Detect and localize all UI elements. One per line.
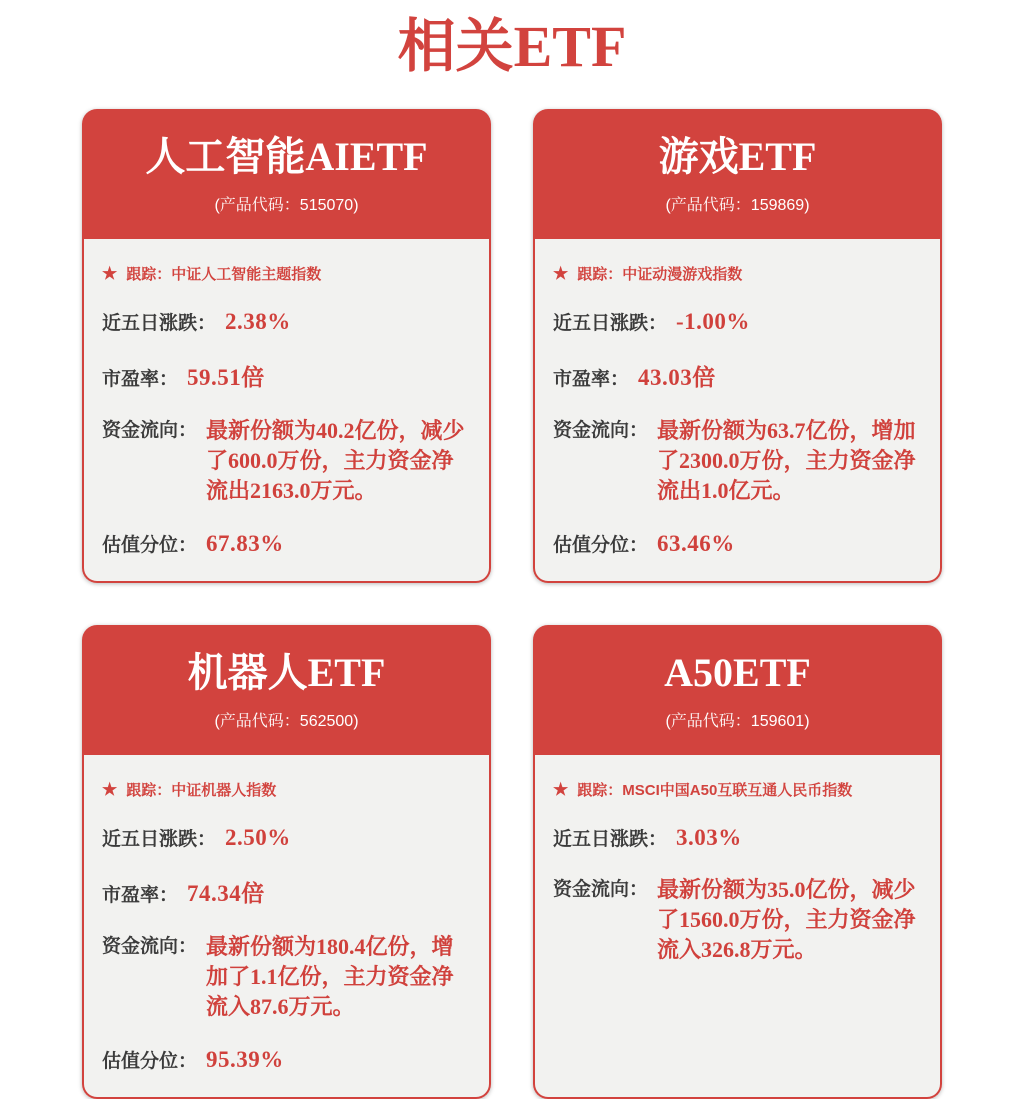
- valuation-value: 67.83%: [206, 530, 284, 556]
- track-line: [102, 779, 469, 800]
- valuation-row: [553, 530, 920, 557]
- fund-flow-row: [102, 416, 469, 506]
- fund-flow-label: 资金流向：: [553, 419, 649, 441]
- five-day-change-value: 3.03%: [676, 824, 742, 850]
- etf-product-code: (产品代码：159601): [665, 712, 810, 730]
- valuation-row: [102, 1046, 469, 1073]
- five-day-change-row: [102, 824, 469, 851]
- pe-ratio-value: 59.51倍: [187, 364, 265, 390]
- pe-ratio-row: [102, 875, 469, 908]
- fund-flow-value: 最新份额为35.0亿份，减少了1560.0万份，主力资金净流入326.8万元。: [657, 876, 916, 962]
- track-label: 跟踪：: [126, 781, 172, 799]
- five-day-change-value: -1.00%: [676, 308, 750, 334]
- pe-ratio-value: 43.03倍: [638, 364, 716, 390]
- pe-ratio-value: 74.34倍: [187, 880, 265, 906]
- etf-card-a50: [533, 625, 942, 1099]
- five-day-change-label: 近五日涨跌：: [102, 828, 217, 850]
- etf-name: 机器人ETF: [187, 649, 386, 695]
- etf-product-code: (产品代码：515070): [214, 196, 359, 214]
- star-icon: ★: [553, 779, 569, 799]
- card-body: [533, 755, 942, 1099]
- fund-flow-row: [553, 416, 920, 506]
- track-index: MSCI中国A50互联互通人民币指数: [622, 781, 853, 799]
- five-day-change-row: [553, 824, 920, 851]
- card-header: [82, 109, 491, 239]
- track-line: [553, 779, 920, 800]
- star-icon: ★: [102, 263, 118, 283]
- fund-flow-value: 最新份额为180.4亿份，增加了1.1亿份，主力资金净流入87.6万元。: [206, 933, 454, 1019]
- five-day-change-row: [553, 308, 920, 335]
- fund-flow-row: [102, 932, 469, 1022]
- valuation-label: 估值分位：: [553, 534, 649, 556]
- fund-flow-row: [553, 875, 920, 965]
- track-line: [553, 263, 920, 284]
- pe-ratio-label: 市盈率：: [102, 368, 179, 390]
- fund-flow-value: 最新份额为40.2亿份，减少了600.0万份，主力资金净流出2163.0万元。: [206, 417, 465, 503]
- star-icon: ★: [553, 263, 569, 283]
- five-day-change-label: 近五日涨跌：: [102, 312, 217, 334]
- page-title: 相关ETF: [397, 14, 627, 79]
- pe-ratio-label: 市盈率：: [102, 884, 179, 906]
- etf-name: A50ETF: [664, 649, 811, 695]
- track-label: 跟踪：: [577, 265, 623, 283]
- track-index: 中证动漫游戏指数: [622, 265, 743, 283]
- fund-flow-label: 资金流向：: [102, 935, 198, 957]
- pe-ratio-label: 市盈率：: [553, 368, 630, 390]
- track-index: 中证人工智能主题指数: [171, 265, 322, 283]
- card-header: [82, 625, 491, 755]
- valuation-label: 估值分位：: [102, 1050, 198, 1072]
- card-header: [533, 625, 942, 755]
- fund-flow-value: 最新份额为63.7亿份，增加了2300.0万份，主力资金净流出1.0亿元。: [657, 417, 916, 503]
- valuation-label: 估值分位：: [102, 534, 198, 556]
- pe-ratio-row: [553, 359, 920, 392]
- valuation-row: [102, 530, 469, 557]
- fund-flow-label: 资金流向：: [553, 878, 649, 900]
- track-label: 跟踪：: [126, 265, 172, 283]
- etf-cards-grid: [82, 109, 942, 1099]
- pe-ratio-row: [102, 359, 469, 392]
- five-day-change-label: 近五日涨跌：: [553, 312, 668, 334]
- five-day-change-row: [102, 308, 469, 335]
- track-line: [102, 263, 469, 284]
- etf-name: 游戏ETF: [658, 133, 817, 179]
- etf-card-robot: [82, 625, 491, 1099]
- track-label: 跟踪：: [577, 781, 623, 799]
- etf-product-code: (产品代码：159869): [665, 196, 810, 214]
- five-day-change-value: 2.50%: [225, 824, 291, 850]
- five-day-change-value: 2.38%: [225, 308, 291, 334]
- fund-flow-label: 资金流向：: [102, 419, 198, 441]
- track-index: 中证机器人指数: [171, 781, 277, 799]
- card-header: [533, 109, 942, 239]
- star-icon: ★: [102, 779, 118, 799]
- etf-product-code: (产品代码：562500): [214, 712, 359, 730]
- valuation-value: 95.39%: [206, 1046, 284, 1072]
- card-body: [533, 239, 942, 583]
- card-body: [82, 755, 491, 1099]
- etf-card-ai: [82, 109, 491, 583]
- five-day-change-label: 近五日涨跌：: [553, 828, 668, 850]
- etf-name: 人工智能AIETF: [145, 133, 428, 179]
- card-body: [82, 239, 491, 583]
- etf-card-game: [533, 109, 942, 583]
- valuation-value: 63.46%: [657, 530, 735, 556]
